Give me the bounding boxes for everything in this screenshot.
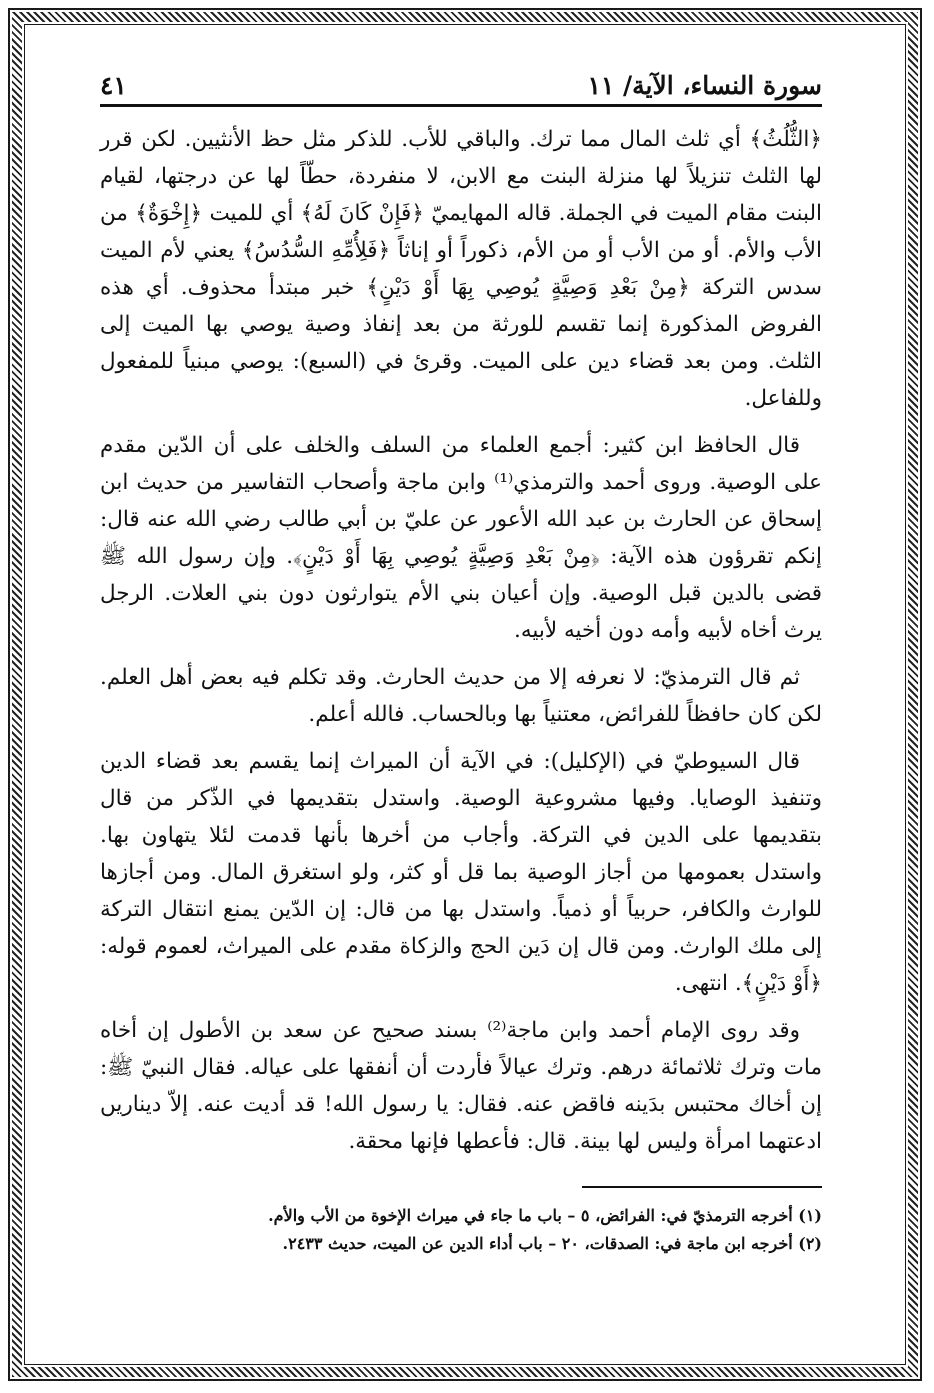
running-header	[100, 62, 822, 107]
paragraph: قال السيوطيّ في (الإكليل): في الآية أن الميراث إنما يقسم بعد قضاء الدين وتنفيذ الوصايا. وفيها مشروعية الوصية. واستدل بتقديمها في الذّكر من قال بتقديمها على الدين في التركة. وأجاب من أخرها بأنها قدمت لئلا يتهاون بها. واستدل بعمومها من أجاز الوصية بما قل أو كثر، ولو استغرق المال. ومن أجازها للوارث والكافر، حربياً أو ذمياً. واستدل بها من قال: إن الدّين يمنع انتقال التركة إلى ملك الوارث. ومن قال إن دَين الحج والزكاة مقدم على الميراث، لعموم قوله: ﴿أَوْ دَيْنٍ﴾. انتهى.	[100, 749, 822, 996]
body-text	[100, 121, 822, 1160]
paragraph: ثم قال الترمذيّ: لا نعرفه إلا من حديث الحارث. وقد تكلم فيه بعض أهل العلم. لكن كان حافظاً للفرائض، معتنياً بها وبالحساب. فالله أعلم.	[100, 665, 822, 727]
paragraph: قال الحافظ ابن كثير: أجمع العلماء من السلف والخلف على أن الدّين مقدم على الوصية. وروى أحمد والترمذي⁽¹⁾ وابن ماجة وأصحاب التفاسير من حديث ابن إسحاق عن الحارث بن عبد الله الأعور عن عليّ بن أبي طالب رضي الله عنه قال: إنكم تقرؤون هذه الآية: ﴿مِنْ بَعْدِ وَصِيَّةٍ يُوصِي بِهَا أَوْ دَيْنٍ﴾. وإن رسول الله ﷺ قضى بالدين قبل الوصية. وإن أعيان بني الأم يتوارثون دون بني العلات. الرجل يرث أخاه لأبيه وأمه دون أخيه لأبيه.	[100, 433, 823, 643]
footnote-separator	[582, 1186, 822, 1188]
book-page	[100, 62, 822, 1302]
page-number: ٤١	[100, 71, 127, 100]
header-title: سورة النساء، الآية/ ١١	[587, 71, 822, 100]
footnote: (٢) أخرجه ابن ماجة في: الصدقات، ٢٠ – باب أداء الدين عن الميت، حديث ٢٤٣٣.	[282, 1234, 822, 1253]
paragraph: ﴿الثُّلُثُ﴾ أي ثلث المال مما ترك. والباقي للأب. للذكر مثل حظ الأنثيين. لكن قرر لها الثلث تنزيلاً لها منزلة البنت مع الابن، لا منفردة، حطّاً لها عن درجتها، لقيام البنت مقام الميت في الجملة. قاله المهايميّ ﴿فَإِنْ كَانَ لَهُ﴾ أي للميت ﴿إِخْوَةٌ﴾ من الأب والأم. أو من الأب أو من الأم، ذكوراً أو إناثاً ﴿فَلِأُمِّهِ السُّدُسُ﴾ يعني لأم الميت سدس التركة ﴿مِنْ بَعْدِ وَصِيَّةٍ يُوصِي بِهَا أَوْ دَيْنٍ﴾ خبر مبتدأ محذوف. أي هذه الفروض المذكورة إنما تقسم للورثة من بعد إنفاذ وصية يوصي بها الميت إلى الثلث. ومن بعد قضاء دين على الميت. وقرئ في (السبع): يوصي مبنياً للمفعول وللفاعل.	[100, 127, 822, 411]
footnotes	[100, 1202, 822, 1258]
paragraph: وقد روى الإمام أحمد وابن ماجة⁽²⁾ بسند صحيح عن سعد بن الأطول إن أخاه مات وترك ثلاثمائة درهم. وترك عيالاً فأردت أن أنفقها على عياله. فقال النبيّ ﷺ: إن أخاك محتبس بدَينه فاقض عنه. فقال: يا رسول الله! قد أديت عنه. إلاّ ديناريں ادعتهما امرأة وليس لها بينة. قال: فأعطها فإنها محقة.	[100, 1018, 822, 1154]
footnote: (١) أخرجه الترمذيّ في: الفرائض، ٥ – باب ما جاء في ميراث الإخوة من الأب والأم.	[268, 1206, 822, 1225]
